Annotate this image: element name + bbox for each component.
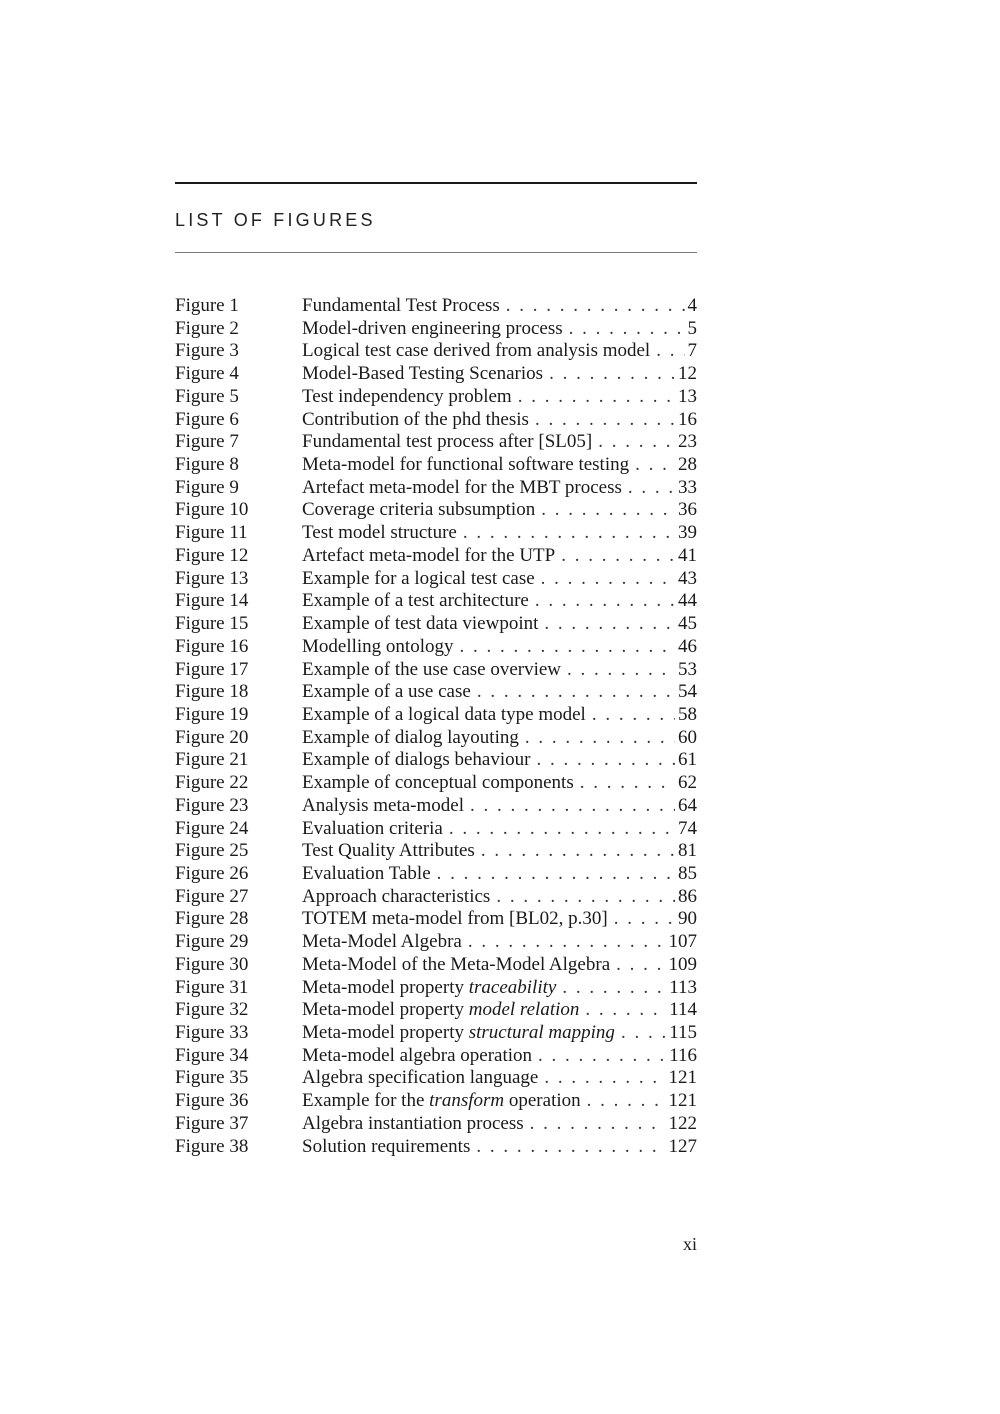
figure-title[interactable] xyxy=(302,568,535,591)
figure-label: Figure 5 xyxy=(175,385,239,407)
figure-title-text: Artefact meta-model for the MBT process xyxy=(302,476,622,498)
figure-title[interactable] xyxy=(302,1045,532,1068)
figure-title[interactable] xyxy=(302,1136,470,1159)
figure-title[interactable] xyxy=(302,772,574,795)
figure-title-text: Example of a logical data type model xyxy=(302,703,586,725)
figure-page-number[interactable]: 113 xyxy=(669,976,697,998)
figure-page-number[interactable]: 12 xyxy=(678,363,697,385)
figure-title-text: Meta-model for functional software testing xyxy=(302,454,630,476)
figure-title[interactable] xyxy=(302,295,500,318)
figure-page-number[interactable]: 85 xyxy=(678,862,697,884)
figure-label: Figure 19 xyxy=(175,703,249,725)
figure-page-number[interactable]: 90 xyxy=(678,908,697,930)
figure-title[interactable] xyxy=(302,931,462,954)
figure-label: Figure 10 xyxy=(175,499,249,521)
figure-title-text: Artefact meta-model for the UTP xyxy=(302,544,556,566)
figure-page-number[interactable]: 4 xyxy=(687,295,697,316)
list-item[interactable] xyxy=(175,295,697,318)
figure-page-number[interactable]: 127 xyxy=(668,1135,697,1157)
figure-title-text: Algebra specification language xyxy=(302,1067,539,1089)
figure-title-text: Model-driven engineering process xyxy=(302,317,563,339)
figure-title-text: Evaluation criteria xyxy=(302,817,443,839)
list-item[interactable] xyxy=(175,1136,697,1159)
figure-page-number[interactable]: 7 xyxy=(687,340,697,362)
figure-title-text: Logical test case derived from analysis model xyxy=(302,340,651,362)
dot-leader xyxy=(536,749,675,772)
dot-leader xyxy=(561,545,675,568)
figure-title[interactable] xyxy=(302,590,529,613)
list-item[interactable] xyxy=(175,363,697,386)
figure-title-text: Test Quality Attributes xyxy=(302,840,475,862)
figure-title[interactable] xyxy=(302,999,579,1022)
figure-label: Figure 7 xyxy=(175,431,239,453)
figure-title[interactable] xyxy=(302,386,512,409)
figure-title[interactable] xyxy=(302,636,453,659)
figure-label: Figure 18 xyxy=(175,681,249,703)
figure-label: Figure 23 xyxy=(175,794,249,816)
list-item[interactable] xyxy=(175,340,697,363)
figure-title[interactable] xyxy=(302,749,530,772)
dot-leader xyxy=(525,727,675,750)
dot-leader xyxy=(449,818,675,841)
list-item[interactable] xyxy=(175,886,697,909)
dot-leader xyxy=(481,840,675,863)
list-item[interactable] xyxy=(175,727,697,750)
dot-leader xyxy=(621,1022,666,1045)
figure-title-text: Example of dialogs behaviour xyxy=(302,749,531,771)
heading-rule xyxy=(175,252,697,253)
figure-page-number[interactable]: 23 xyxy=(678,431,697,453)
dot-leader xyxy=(459,636,675,659)
figure-label: Figure 34 xyxy=(175,1044,249,1066)
figure-page-number[interactable]: 121 xyxy=(668,1090,697,1112)
figure-title-text: Example of a use case xyxy=(302,681,471,703)
list-item[interactable] xyxy=(175,749,697,772)
figure-label: Figure 36 xyxy=(175,1090,249,1112)
figure-label: Figure 30 xyxy=(175,953,249,975)
list-item[interactable] xyxy=(175,704,697,727)
figure-label: Figure 9 xyxy=(175,476,239,498)
figure-title-text: Contribution of the phd thesis xyxy=(302,408,529,430)
figure-page-number[interactable]: 86 xyxy=(678,885,697,907)
figure-label: Figure 35 xyxy=(175,1067,249,1089)
figure-page-number[interactable]: 33 xyxy=(678,476,697,498)
dot-leader xyxy=(616,954,665,977)
figure-title[interactable] xyxy=(302,340,650,363)
figure-title-text: Model-Based Testing Scenarios xyxy=(302,363,544,385)
figure-title-italic: model relation xyxy=(468,999,580,1021)
figure-label: Figure 29 xyxy=(175,931,249,953)
figure-page-number[interactable]: 41 xyxy=(678,544,697,566)
figure-page-number[interactable]: 13 xyxy=(678,385,697,407)
figure-label: Figure 16 xyxy=(175,635,249,657)
figure-title-text: Example of a test architecture xyxy=(302,590,529,612)
dot-leader xyxy=(580,772,675,795)
dot-leader xyxy=(518,386,675,409)
list-item[interactable] xyxy=(175,1022,697,1045)
figure-page-number[interactable]: 5 xyxy=(687,317,697,339)
figure-page-number[interactable]: 58 xyxy=(678,703,697,725)
figure-title-text: Evaluation Table xyxy=(302,862,431,884)
dot-leader xyxy=(567,659,675,682)
figure-title[interactable] xyxy=(302,818,443,841)
dot-leader xyxy=(549,363,675,386)
figure-title-text: Fundamental test process after [SL05] xyxy=(302,431,593,453)
figure-title[interactable] xyxy=(302,499,535,522)
figure-page-number[interactable]: 115 xyxy=(669,1022,697,1043)
figure-page-number[interactable]: 74 xyxy=(678,817,697,839)
dot-leader xyxy=(530,1113,666,1136)
figure-label: Figure 15 xyxy=(175,613,249,635)
figure-title-text: Approach characteristics xyxy=(302,885,491,907)
list-item[interactable] xyxy=(175,681,697,704)
dot-leader xyxy=(506,295,685,318)
list-item[interactable] xyxy=(175,568,697,591)
dot-leader xyxy=(437,863,675,886)
list-item[interactable] xyxy=(175,545,697,568)
figure-label: Figure 24 xyxy=(175,817,249,839)
figure-label: Figure 8 xyxy=(175,454,239,476)
figure-page-number[interactable]: 28 xyxy=(678,454,697,476)
list-item[interactable] xyxy=(175,1067,697,1090)
list-item[interactable] xyxy=(175,1113,697,1136)
dot-leader xyxy=(614,908,675,931)
figure-label: Figure 3 xyxy=(175,340,239,362)
figure-title[interactable] xyxy=(302,863,431,886)
figure-title-text: Meta-model property xyxy=(302,999,469,1021)
list-item[interactable] xyxy=(175,499,697,522)
figure-page-number[interactable]: 45 xyxy=(678,613,697,635)
top-rule xyxy=(175,182,697,184)
dot-leader xyxy=(477,681,675,704)
figure-page-number[interactable]: 44 xyxy=(678,590,697,612)
figure-page-number[interactable]: 60 xyxy=(678,726,697,748)
list-item[interactable] xyxy=(175,977,697,1000)
dot-leader xyxy=(468,931,666,954)
figure-label: Figure 14 xyxy=(175,590,249,612)
list-item[interactable] xyxy=(175,999,697,1022)
figure-title-italic: structural mapping xyxy=(468,1022,615,1043)
figure-label: Figure 20 xyxy=(175,726,249,748)
figure-title[interactable] xyxy=(302,886,490,909)
figure-title-text: Algebra instantiation process xyxy=(302,1112,524,1134)
figure-label: Figure 4 xyxy=(175,363,239,385)
figure-label: Figure 28 xyxy=(175,908,249,930)
list-item[interactable] xyxy=(175,840,697,863)
figure-title-text: Meta-model algebra operation xyxy=(302,1044,533,1066)
figure-title-text: Test model structure xyxy=(302,522,457,544)
dot-leader xyxy=(635,454,675,477)
figure-label: Figure 6 xyxy=(175,408,239,430)
list-item[interactable] xyxy=(175,931,697,954)
figure-label: Figure 17 xyxy=(175,658,249,680)
figure-label: Figure 32 xyxy=(175,999,249,1021)
figure-title-text: Meta-Model Algebra xyxy=(302,931,462,953)
figure-label: Figure 31 xyxy=(175,976,249,998)
figure-page-number[interactable]: 107 xyxy=(668,931,697,953)
list-of-figures xyxy=(175,295,697,1158)
dot-leader xyxy=(541,499,675,522)
figure-title[interactable] xyxy=(302,727,519,750)
figure-title[interactable] xyxy=(302,318,563,341)
list-item[interactable] xyxy=(175,1090,697,1113)
figure-title[interactable] xyxy=(302,522,457,545)
figure-title-text-post: operation xyxy=(504,1090,581,1112)
list-item[interactable] xyxy=(175,908,697,931)
dot-leader xyxy=(544,613,675,636)
figure-title-text: Example of dialog layouting xyxy=(302,726,519,748)
dot-leader xyxy=(569,318,685,341)
figure-title-italic: transform xyxy=(429,1090,505,1112)
figure-title[interactable] xyxy=(302,613,538,636)
figure-title-text: Fundamental Test Process xyxy=(302,295,500,316)
dot-leader xyxy=(541,568,675,591)
figure-title-text: Meta-model property xyxy=(302,1022,469,1043)
dot-leader xyxy=(587,1090,666,1113)
figure-page-number[interactable]: 54 xyxy=(678,681,697,703)
figure-page-number[interactable]: 36 xyxy=(678,499,697,521)
figure-title-text: Example of test data viewpoint xyxy=(302,613,539,635)
list-item[interactable] xyxy=(175,954,697,977)
figure-page-number[interactable]: 81 xyxy=(678,840,697,862)
figure-page-number[interactable]: 46 xyxy=(678,635,697,657)
list-item[interactable] xyxy=(175,522,697,545)
dot-leader xyxy=(592,704,675,727)
dot-leader xyxy=(585,999,666,1022)
figure-title-text: Example of the use case overview xyxy=(302,658,562,680)
figure-title[interactable] xyxy=(302,1022,615,1045)
figure-label: Figure 22 xyxy=(175,772,249,794)
figure-label: Figure 25 xyxy=(175,840,249,862)
list-item[interactable] xyxy=(175,818,697,841)
figure-title[interactable] xyxy=(302,409,529,432)
figure-title[interactable] xyxy=(302,681,471,704)
figure-title[interactable] xyxy=(302,840,475,863)
list-item[interactable] xyxy=(175,431,697,454)
list-item[interactable] xyxy=(175,772,697,795)
dot-leader xyxy=(496,886,675,909)
dot-leader xyxy=(463,522,675,545)
figure-label: Figure 37 xyxy=(175,1112,249,1134)
list-item[interactable] xyxy=(175,409,697,432)
dot-leader xyxy=(538,1045,666,1068)
figure-title-text: Coverage criteria subsumption xyxy=(302,499,536,521)
figure-label: Figure 12 xyxy=(175,544,249,566)
dot-leader xyxy=(656,340,684,363)
figure-label: Figure 11 xyxy=(175,522,248,544)
figure-page-number[interactable]: 61 xyxy=(678,749,697,771)
figure-title[interactable] xyxy=(302,1067,538,1090)
list-item[interactable] xyxy=(175,454,697,477)
figure-title-text: Meta-model property xyxy=(302,976,469,998)
dot-leader xyxy=(544,1067,665,1090)
figure-title-italic: traceability xyxy=(468,976,557,998)
figure-page-number[interactable]: 64 xyxy=(678,794,697,816)
figure-title[interactable] xyxy=(302,545,555,568)
list-item[interactable] xyxy=(175,863,697,886)
figure-page-number[interactable]: 16 xyxy=(678,408,697,430)
list-item[interactable] xyxy=(175,318,697,341)
figure-page-number[interactable]: 114 xyxy=(669,999,697,1021)
list-item[interactable] xyxy=(175,795,697,818)
page-number: xi xyxy=(682,1234,697,1254)
figure-page-number[interactable]: 109 xyxy=(668,953,697,975)
list-item[interactable] xyxy=(175,659,697,682)
figure-label: Figure 13 xyxy=(175,567,249,589)
figure-page-number[interactable]: 39 xyxy=(678,522,697,544)
list-item[interactable] xyxy=(175,1045,697,1068)
figure-title-text: Test independency problem xyxy=(302,385,512,407)
list-item[interactable] xyxy=(175,477,697,500)
figure-title[interactable] xyxy=(302,704,586,727)
figure-title[interactable] xyxy=(302,454,629,477)
figure-label: Figure 26 xyxy=(175,862,249,884)
page-title: LIST OF FIGURES xyxy=(175,210,376,230)
figure-label: Figure 1 xyxy=(175,295,239,316)
dot-leader xyxy=(628,477,675,500)
figure-page-number[interactable]: 62 xyxy=(678,772,697,794)
dot-leader xyxy=(535,590,675,613)
figure-title-text: Example for the xyxy=(302,1090,430,1112)
figure-title[interactable] xyxy=(302,431,592,454)
figure-title[interactable] xyxy=(302,1113,524,1136)
figure-title-text: Modelling ontology xyxy=(302,635,454,657)
figure-title-text: Example for a logical test case xyxy=(302,567,535,589)
figure-page-number[interactable]: 122 xyxy=(668,1112,697,1134)
dot-leader xyxy=(476,1136,665,1159)
dot-leader xyxy=(562,977,666,1000)
figure-label: Figure 33 xyxy=(175,1022,249,1043)
figure-title[interactable] xyxy=(302,954,610,977)
list-item[interactable] xyxy=(175,386,697,409)
figure-title[interactable] xyxy=(302,977,556,1000)
figure-title[interactable] xyxy=(302,795,464,818)
figure-page-number[interactable]: 116 xyxy=(669,1044,697,1066)
figure-title-text: Meta-Model of the Meta-Model Algebra xyxy=(302,953,611,975)
figure-title[interactable] xyxy=(302,908,608,931)
figure-title[interactable] xyxy=(302,477,622,500)
list-item[interactable] xyxy=(175,636,697,659)
figure-title[interactable] xyxy=(302,1090,581,1113)
figure-title[interactable] xyxy=(302,659,561,682)
list-item[interactable] xyxy=(175,613,697,636)
dot-leader xyxy=(535,409,675,432)
figure-label: Figure 2 xyxy=(175,317,239,339)
dot-leader xyxy=(598,431,675,454)
figure-label: Figure 38 xyxy=(175,1135,249,1157)
figure-label: Figure 21 xyxy=(175,749,249,771)
figure-page-number[interactable]: 53 xyxy=(678,658,697,680)
figure-title-text: Example of conceptual components xyxy=(302,772,574,794)
dot-leader xyxy=(470,795,675,818)
figure-label: Figure 27 xyxy=(175,885,249,907)
list-item[interactable] xyxy=(175,590,697,613)
figure-title-text: TOTEM meta-model from [BL02, p.30] xyxy=(302,908,608,930)
figure-title-text: Analysis meta-model xyxy=(302,794,464,816)
figure-page-number[interactable]: 121 xyxy=(668,1067,697,1089)
figure-title-text: Solution requirements xyxy=(302,1135,471,1157)
figure-page-number[interactable]: 43 xyxy=(678,567,697,589)
figure-title[interactable] xyxy=(302,363,543,386)
